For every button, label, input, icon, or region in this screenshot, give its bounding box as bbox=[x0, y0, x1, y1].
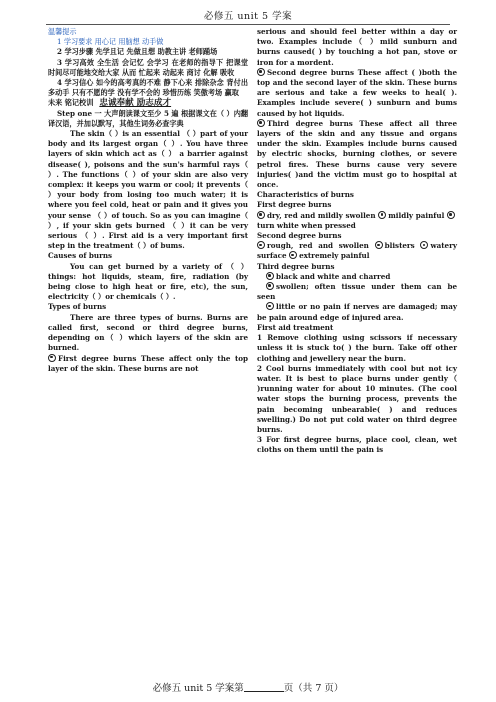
circle-bullet-icon bbox=[420, 241, 428, 249]
third-degree-paragraph: Third degree burns These affect all three layers of the skin and any tissue and organs under the skin. Examples include burns caused by electric shocks, burning clothes, or severe petrol fires. These burns cause very severe injuries( )and the victim must go to hospital at once. bbox=[257, 118, 457, 190]
tip-line-2: 2 学习步骤 先学且记 先做且想 助教主讲 老师踊场 bbox=[57, 47, 218, 57]
page-footer bbox=[0, 680, 496, 694]
circle-bullet-icon bbox=[289, 251, 297, 259]
circle-bullet-icon bbox=[257, 241, 265, 249]
circle-bullet-icon bbox=[266, 302, 274, 310]
circle-bullet-icon bbox=[48, 354, 56, 362]
circle-bullet-icon bbox=[378, 211, 386, 219]
circle-bullet-icon bbox=[257, 119, 265, 127]
circle-bullet-icon bbox=[266, 272, 274, 280]
section-heading-types: Types of burns bbox=[48, 302, 107, 312]
circle-bullet-icon bbox=[375, 241, 383, 249]
first-aid-step-2: 2 Cool burns immediately with cool but not icy water. It is best to place burns under gently（ )running water for about 10 minutes. (The cool water stops the burning process, prevents the pain becoming unbearable( ) and reduces swelling.) Do not put cold water on third degree burns. bbox=[257, 363, 457, 434]
subheading-third-degree: Third degree burns bbox=[257, 261, 335, 271]
third-degree-characteristic-2: swollen; often tissue under them can be seen bbox=[257, 282, 457, 302]
tip-line-4: 4 学习信心 如今的高考真的不难 静下心来 排除杂念 背付出 多动手 只有不愿的学 没有学不会的 珍惜历练 笑傲考场 赢取 bbox=[48, 78, 248, 98]
section-heading-characteristics: Characteristics of burns bbox=[257, 190, 354, 200]
page-header: 必修五 unit 5 学案 bbox=[203, 11, 293, 22]
footer-prefix: 必修五 unit 5 学案第 bbox=[152, 683, 244, 694]
motto-row bbox=[48, 98, 248, 108]
third-degree-characteristic-3: little or no pain if nerves are damaged; may be pain around edge of injured area. bbox=[257, 302, 457, 322]
subheading-first-degree: First degree burns bbox=[257, 200, 332, 210]
circle-bullet-icon bbox=[266, 282, 274, 290]
tip-line-3: 3 学习高效 全生活 会记忆 会学习 在老师的指导下 把课堂时间尽可能地交给大家 从而 忙起来 动起来 商讨 化解 吸收 bbox=[48, 57, 248, 77]
second-degree-paragraph: Second degree burns These affect ( )both the top and the second layer of the skin. These burns are serious and take a few weeks to heal( ). Examples include severe( ) sunburn and bums caused by hot liquids. bbox=[257, 67, 457, 118]
skin-intro-paragraph: The skin（ ）is an essential （ ）part of your body and its largest organ（ ）. You have three layers of skin which act as（ ） a barrier against disease( ), poisons and the sun's harmful rays（ ）. The functions（ ）of your skin are also very complex: it keeps you warm or cool; it prevents（ ）your body from losing too much water; it is where you feel cold, heat or pain and it gives you your sense （ ）of touch. So as you can imagine（ ）, if your skin gets burned （ ）it can be very serious （ ）. First aid is a very important first step in the treatment（ ）of bums. bbox=[48, 129, 248, 251]
third-degree-characteristic-1: black and white and charred bbox=[257, 272, 457, 282]
section-heading-first-aid: First aid treatment bbox=[257, 322, 334, 332]
first-aid-step-1: 1 Remove clothing using scissors if necessary unless it is stuck to( ) the burn. Take off other clothing and jewellery near the burn. bbox=[257, 333, 457, 363]
page-number-blank bbox=[244, 683, 284, 692]
left-column bbox=[48, 27, 248, 374]
right-column bbox=[257, 27, 457, 456]
footer-suffix: 页（共 7 页） bbox=[283, 683, 344, 694]
header-rule bbox=[46, 24, 450, 25]
first-degree-paragraph-end: serious and should feel better within a day or two. Examples include（ ）mild sunburn and burns caused( ) by touching a hot pan, stove or iron for a mordent. bbox=[257, 27, 457, 67]
second-degree-characteristics: rough, red and swollen blisters watery surface extremely painful bbox=[257, 241, 457, 261]
step-one-instruction: Step one 一 大声朗读课文至少 5 遍 根据课文在（ ）内翻译汉语，并加以默写，其他生词务必查字典 bbox=[48, 108, 248, 128]
first-degree-paragraph-start: First degree burns These affect only the top layer of the skin. These burns are not bbox=[48, 353, 248, 373]
subheading-second-degree: Second degree burns bbox=[257, 231, 342, 241]
motto-prefix: 未来 铭记校训 bbox=[48, 98, 94, 108]
causes-paragraph: You can get burned by a variety of （ ）things: hot liquids, steam, fire, radiation (by being close to high heat or fire, etc), the sun, electricity（ ）or chemicals（ ）. bbox=[48, 261, 248, 302]
circle-bullet-icon bbox=[447, 211, 455, 219]
tips-title: 温馨提示 bbox=[48, 27, 77, 36]
circle-bullet-icon bbox=[257, 211, 265, 219]
tip-line-1: 1 学习要求 用心记 用脑想 动手做 bbox=[57, 37, 164, 47]
types-paragraph: There are three types of burns. Burns are called first, second or third degree burns, depending on（ ）which layers of the skin are burned. bbox=[48, 312, 248, 353]
section-heading-causes: Causes of burns bbox=[48, 251, 113, 261]
circle-bullet-icon bbox=[257, 68, 265, 76]
first-aid-step-3: 3 For first degree burns, place cool, clean, wet cloths on them until the pain is bbox=[257, 435, 457, 455]
first-degree-characteristics: dry, red and mildly swollen mildly painful turn white when pressed bbox=[257, 211, 457, 231]
school-motto: 忠诚奉献 励志成才 bbox=[99, 98, 172, 109]
